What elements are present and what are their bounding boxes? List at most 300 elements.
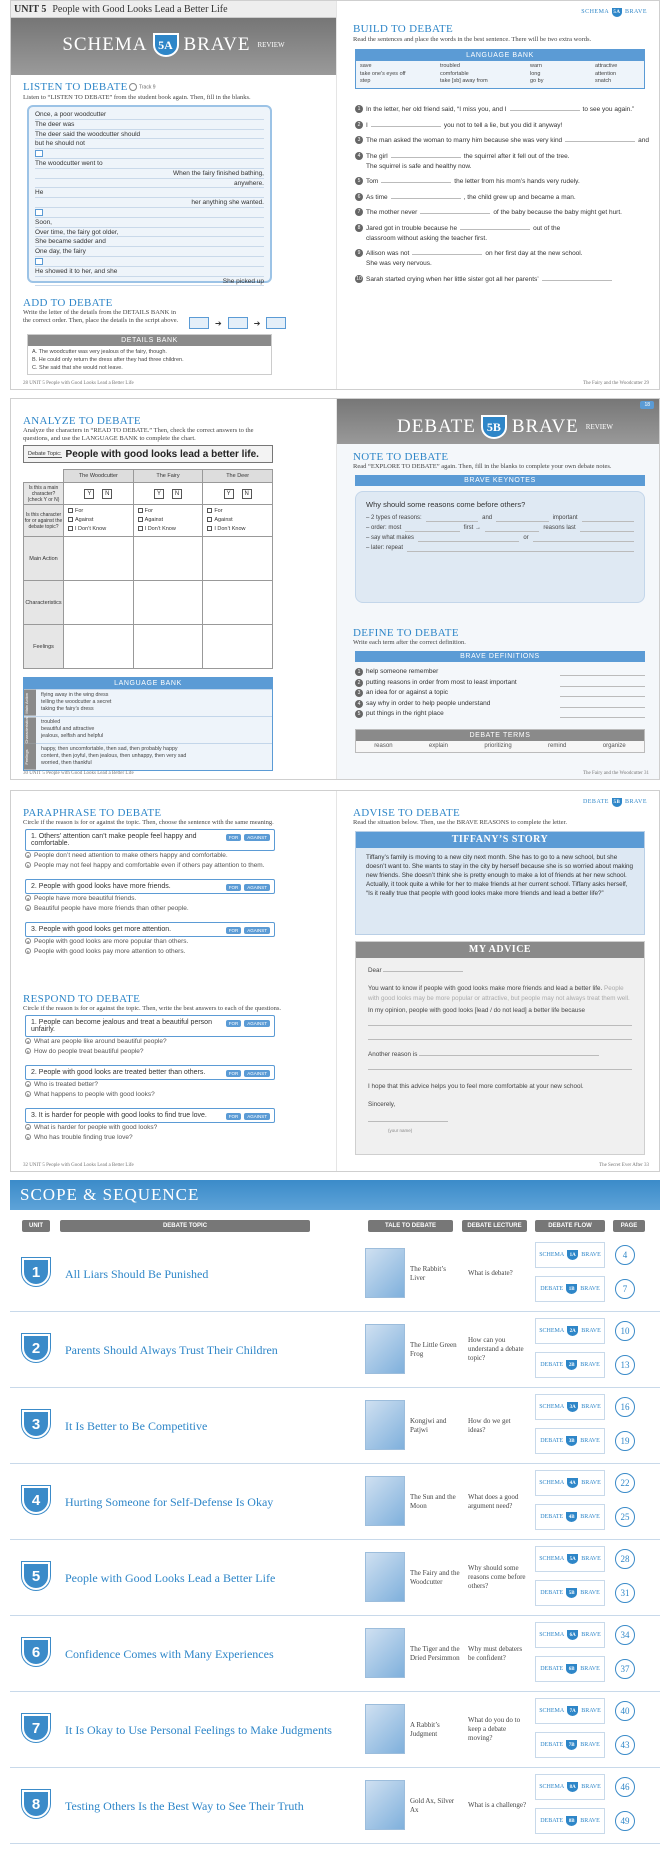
flow-left-label: SCHEMA — [539, 1252, 565, 1258]
answer-option[interactable] — [25, 904, 275, 914]
item-number: 1 — [355, 105, 363, 113]
checkbox-icon[interactable] — [68, 526, 73, 531]
tag-for[interactable]: FOR — [226, 884, 242, 891]
schema-header — [11, 1, 336, 75]
detail-item: B. He could only return the dress after they had three children. — [32, 357, 184, 363]
script-text: The woodcutter went to — [35, 159, 103, 167]
bank-item: flying away in the wing dress — [41, 692, 109, 698]
letter-p2: In my opinion, people with good looks [lead / do not lead] a better life because — [368, 1007, 586, 1014]
tag-against[interactable]: AGAINST — [244, 1113, 270, 1120]
script-text: Once, a poor woodcutter — [35, 111, 107, 118]
signature-line[interactable] — [368, 1110, 448, 1122]
language-bank-title: LANGUAGE BANK — [356, 50, 644, 61]
track-text: Track 9 — [139, 84, 156, 91]
small-logo-right: BRAVE — [624, 799, 647, 805]
definition-blank[interactable] — [560, 700, 645, 708]
checkbox-icon[interactable] — [207, 517, 212, 522]
flow-right-label: BRAVE — [580, 1742, 600, 1748]
page-number[interactable] — [615, 1473, 635, 1493]
build-item — [355, 121, 650, 131]
answer-blank[interactable] — [391, 198, 461, 199]
unit-number: 2 — [31, 1339, 41, 1357]
for-against-tags — [223, 1070, 270, 1077]
yn-box[interactable]: N — [102, 489, 112, 499]
answer-blank[interactable] — [420, 213, 490, 214]
note-blank[interactable] — [582, 514, 634, 522]
tale-thumbnail — [365, 1476, 405, 1526]
chart-cell[interactable] — [203, 537, 273, 581]
debate-term: remind — [548, 743, 567, 749]
unit-tag: UNIT 5 — [14, 4, 47, 15]
unit-topic[interactable]: All Liars Should Be Punished — [65, 1266, 209, 1281]
script-text: He — [35, 189, 44, 197]
definition-blank[interactable] — [560, 689, 645, 697]
flow-debate[interactable] — [535, 1504, 605, 1530]
order-box-3[interactable] — [266, 317, 286, 329]
logo-left: DEBATE — [397, 416, 476, 437]
answer-line[interactable] — [368, 1016, 632, 1026]
unit-topic[interactable]: It Is Better to Be Competitive — [65, 1418, 208, 1433]
p1b-text: People with good looks may be more popular or attractive, but people may not always treat them well. — [368, 985, 630, 1002]
page-number[interactable] — [615, 1811, 635, 1831]
keynotes-box — [355, 491, 645, 603]
flow-schema[interactable] — [535, 1774, 605, 1800]
flow-badge-shield: 6B — [565, 1663, 578, 1675]
checkbox-option[interactable] — [207, 507, 272, 516]
order-box-1[interactable] — [189, 317, 209, 329]
bank-group-items — [36, 717, 108, 743]
small-logo-shield: 5B — [611, 797, 623, 808]
checkbox-label: Against — [144, 517, 164, 523]
checkbox-icon[interactable] — [138, 508, 143, 513]
scope-row — [10, 1768, 660, 1844]
option-circle[interactable]: b — [26, 863, 30, 869]
option-circle[interactable]: b — [26, 1135, 30, 1141]
flow-debate[interactable] — [535, 1580, 605, 1606]
build-item — [355, 136, 650, 146]
item-number: 6 — [355, 193, 363, 201]
checkbox-icon[interactable] — [207, 526, 212, 531]
unit-topic[interactable]: People with Good Looks Lead a Better Life — [65, 1570, 276, 1585]
header-lecture: DEBATE LECTURE — [462, 1220, 527, 1232]
debate-lecture: What is a challenge? — [468, 1801, 527, 1809]
script-text: anywhere. — [234, 179, 264, 187]
yn-cell — [203, 483, 273, 505]
checkbox-option[interactable] — [138, 516, 203, 525]
flow-debate[interactable] — [535, 1656, 605, 1682]
page-number[interactable] — [615, 1583, 635, 1603]
add-instructions: Write the letter of the details from the DETAILS BANK in the correct order. Then, place the details in the script above. — [23, 309, 179, 325]
question-text: 1. Others’ attention can’t make people feel happy and comfortable. — [31, 833, 197, 847]
scope-row — [10, 1236, 660, 1312]
chart-cell[interactable] — [64, 537, 134, 581]
answer-option[interactable] — [25, 1037, 275, 1047]
page-number[interactable] — [615, 1659, 635, 1679]
logo-sub: REVIEW — [585, 423, 613, 431]
chart-cell[interactable] — [133, 625, 203, 669]
paraphrase-title: PARAPHRASE TO DEBATE — [23, 807, 162, 819]
page-number[interactable] — [615, 1279, 635, 1299]
option-circle[interactable]: b — [26, 1049, 30, 1055]
flow-schema[interactable] — [535, 1698, 605, 1724]
unit-number: 8 — [31, 1795, 41, 1813]
flow-right-label: BRAVE — [581, 1708, 601, 1714]
flow-schema[interactable] — [535, 1470, 605, 1496]
chart-cell[interactable] — [133, 537, 203, 581]
answer-box[interactable] — [35, 150, 43, 157]
unit-number: 5 — [31, 1567, 41, 1585]
col-header: The Woodcutter — [64, 470, 134, 483]
note-line — [366, 543, 634, 553]
question-text: 2. People with good looks have more friends. — [31, 883, 171, 890]
option-circle[interactable]: a — [26, 1082, 30, 1088]
checkbox-icon[interactable] — [138, 526, 143, 531]
bank-word: attention — [595, 70, 617, 77]
answer-line[interactable] — [368, 1030, 632, 1040]
unit-topic[interactable]: Parents Should Always Trust Their Children — [65, 1342, 278, 1357]
item-number: 5 — [355, 177, 363, 185]
tag-for[interactable]: FOR — [226, 1113, 242, 1120]
page-33 — [336, 791, 660, 1171]
option-text: Beautiful people have more friends than other people. — [34, 905, 189, 912]
page-number[interactable] — [615, 1507, 635, 1527]
script-text: One day, the fairy — [35, 248, 86, 256]
page-number[interactable] — [615, 1735, 635, 1755]
tag-against[interactable]: AGAINST — [244, 834, 270, 841]
tag-against[interactable]: AGAINST — [244, 884, 270, 891]
item-text: the letter from his mom’s hands very rudely. — [454, 178, 580, 185]
build-item — [355, 193, 650, 203]
keynotes-question: Why should some reasons come before others? — [366, 500, 526, 509]
unit-topic[interactable]: Hurting Someone for Self-Defense Is Okay — [65, 1494, 274, 1509]
yn-box[interactable]: N — [242, 489, 252, 499]
note-blank[interactable] — [426, 514, 478, 522]
bank-group-label: Feelings — [24, 744, 36, 770]
script-text: Over time, the fairy got older, — [35, 228, 119, 236]
scope-row — [10, 1540, 660, 1616]
script-text: He showed it to her, and she — [35, 267, 118, 275]
checkbox-option[interactable] — [207, 516, 272, 525]
tag-against[interactable]: AGAINST — [244, 1070, 270, 1077]
page-number[interactable] — [615, 1397, 635, 1417]
flow-right-label: BRAVE — [580, 1590, 600, 1596]
checkbox-label: For — [214, 508, 223, 514]
language-bank — [355, 49, 645, 89]
item-text: classroom without asking the teacher first. — [366, 234, 488, 242]
tag-for[interactable]: FOR — [226, 927, 242, 934]
flow-schema[interactable] — [535, 1394, 605, 1420]
yn-box[interactable]: Y — [84, 489, 94, 499]
note-blank[interactable] — [407, 544, 634, 552]
page-number-text: 16 — [620, 1402, 630, 1412]
page-number[interactable] — [615, 1431, 635, 1451]
answer-option[interactable] — [25, 1090, 275, 1100]
unit-tag-bar — [11, 1, 336, 18]
chart-cell[interactable] — [64, 625, 134, 669]
script-text: She became sadder and — [35, 238, 106, 246]
definition-blank[interactable] — [560, 668, 645, 676]
unit-topic[interactable]: It Is Okay to Use Personal Feelings to Make Judgments — [65, 1722, 332, 1737]
analyze-instructions: Analyze the characters in “READ TO DEBATE.” Then, check the correct answers to the questions, and use the LANGUAGE BANK to complete the chart. — [23, 427, 254, 443]
flow-debate[interactable] — [535, 1428, 605, 1454]
page-number[interactable] — [615, 1245, 635, 1265]
question-box — [25, 1108, 275, 1123]
flow-schema[interactable] — [535, 1318, 605, 1344]
build-item — [355, 275, 650, 285]
debate-logo — [397, 415, 613, 439]
question-block — [25, 1015, 275, 1057]
option-circle[interactable]: a — [26, 896, 30, 902]
script-line — [35, 267, 264, 277]
option-circle[interactable]: a — [26, 1125, 30, 1131]
option-text: What is harder for people with good looks? — [34, 1124, 158, 1131]
tale-title: The Rabbit’s Liver — [410, 1264, 446, 1282]
debate-lecture: How can you understand a debate topic? — [468, 1336, 524, 1362]
checkbox-option[interactable] — [68, 516, 133, 525]
checkbox-option[interactable] — [207, 525, 272, 534]
debate-term: reason — [374, 743, 393, 749]
note-line — [366, 523, 634, 533]
checkbox-option[interactable] — [138, 507, 203, 516]
keynotes-lines — [366, 513, 634, 553]
tag-for[interactable]: FOR — [226, 1070, 242, 1077]
logo-left: SCHEMA — [62, 34, 148, 55]
answer-option[interactable] — [25, 947, 275, 957]
answer-blank[interactable] — [510, 110, 580, 111]
question-box — [25, 922, 275, 937]
answer-blank[interactable] — [565, 141, 635, 142]
option-text: People with good looks pay more attention to others. — [34, 948, 186, 955]
flow-right-label: BRAVE — [580, 1362, 600, 1368]
checkbox-option[interactable] — [138, 525, 203, 534]
build-item — [355, 224, 650, 244]
answer-blank[interactable] — [412, 254, 482, 255]
answer-box[interactable] — [35, 258, 43, 265]
flow-badge-shield: 1B — [565, 1283, 578, 1295]
unit-number-shield — [22, 1486, 50, 1514]
flow-schema[interactable] — [535, 1546, 605, 1572]
option-circle[interactable]: b — [26, 906, 30, 912]
flow-schema[interactable] — [535, 1242, 605, 1268]
definition-item — [355, 688, 645, 699]
yn-box[interactable]: N — [172, 489, 182, 499]
page-number-text: 7 — [622, 1284, 628, 1294]
definition-number: 2 — [355, 679, 363, 687]
debate-term: prioritizing — [484, 743, 512, 749]
tale-title: The Little Green Frog — [410, 1340, 457, 1358]
item-number: 3 — [355, 136, 363, 144]
option-circle[interactable]: b — [26, 949, 30, 955]
item-text: , the child grew up and became a man. — [463, 193, 576, 201]
option-circle[interactable]: a — [26, 1039, 30, 1045]
tag-against[interactable]: AGAINST — [244, 927, 270, 934]
definition-item — [355, 709, 645, 720]
flow-badge-shield: 8B — [565, 1815, 578, 1827]
answer-option[interactable] — [25, 1047, 275, 1057]
question-block — [25, 922, 275, 957]
note-blank[interactable] — [496, 514, 548, 522]
scope-header-row — [10, 1220, 660, 1234]
checkbox-label: I Don’t Know — [144, 526, 176, 532]
answer-blank[interactable] — [460, 229, 530, 230]
item-number: 4 — [355, 152, 363, 160]
page-number-text: 22 — [620, 1478, 630, 1488]
tale-title: A Rabbit’s Judgment — [410, 1720, 440, 1738]
question-block — [25, 829, 275, 871]
flow-right-label: BRAVE — [581, 1480, 601, 1486]
spread-paraphrase-advise — [10, 790, 660, 1172]
header-unit: UNIT — [22, 1220, 50, 1232]
bank-word: save — [360, 63, 372, 69]
bank-item: beautiful and attractive — [41, 725, 95, 732]
option-circle[interactable]: a — [26, 853, 30, 859]
page-number-text: 49 — [620, 1816, 630, 1826]
yn-box[interactable]: Y — [224, 489, 234, 499]
details-bank-title: DETAILS BANK — [28, 335, 271, 346]
bank-item: troubled — [41, 718, 61, 725]
footer-right: The Secret Ever After 33 — [599, 1163, 649, 1168]
bank-word: attractive — [595, 63, 618, 69]
order-box-2[interactable] — [228, 317, 248, 329]
chart-cell[interactable] — [203, 581, 273, 625]
answer-blank[interactable] — [381, 182, 451, 183]
flow-debate[interactable] — [535, 1276, 605, 1302]
script-line — [35, 130, 264, 140]
note-text: – order: most — [366, 525, 402, 531]
story-title: TIFFANY’S STORY — [356, 832, 644, 848]
row-label: Feelings — [24, 625, 64, 669]
definition-blank[interactable] — [560, 679, 645, 687]
tag-for[interactable]: FOR — [226, 834, 242, 841]
answer-option[interactable] — [25, 1123, 275, 1133]
item-number: 10 — [356, 275, 362, 282]
flow-left-label: SCHEMA — [539, 1404, 565, 1410]
recipient-blank[interactable] — [383, 971, 463, 972]
flow-left-label: DEBATE — [540, 1590, 564, 1596]
scope-row — [10, 1616, 660, 1692]
bank-item: jealous, selfish and helpful — [41, 733, 104, 740]
reason-blank[interactable] — [419, 1055, 599, 1056]
item-text: Allison was not — [366, 250, 410, 257]
paraphrase-items — [25, 829, 275, 965]
checkbox-icon[interactable] — [138, 517, 143, 522]
unit-topic[interactable]: Confidence Comes with Many Experiences — [65, 1646, 274, 1661]
answer-line[interactable] — [368, 1060, 632, 1070]
terms-title: DEBATE TERMS — [356, 730, 644, 741]
footer-right: The Fairy and the Woodcutter 31 — [582, 771, 649, 776]
answer-blank[interactable] — [391, 157, 461, 158]
item-text: Sarah started crying when her little sister got all her parents’ — [366, 275, 539, 283]
flow-debate[interactable] — [535, 1352, 605, 1378]
flow-debate[interactable] — [535, 1732, 605, 1758]
answer-option[interactable] — [25, 937, 275, 947]
logo-right: BRAVE — [511, 416, 579, 437]
bank-group — [24, 743, 272, 770]
note-blank[interactable] — [533, 534, 634, 542]
page-number[interactable] — [615, 1701, 635, 1721]
page-28 — [11, 1, 336, 389]
note-blank[interactable] — [580, 524, 634, 532]
answer-option[interactable] — [25, 1133, 275, 1143]
page-number-text: 40 — [620, 1706, 630, 1716]
script-line — [35, 169, 264, 179]
flow-left-label: SCHEMA — [539, 1708, 565, 1714]
tale-title: The Sun and the Moon — [410, 1492, 456, 1510]
flow-right-label: BRAVE — [581, 1784, 601, 1790]
advise-instructions: Read the situation below. Then, use the BRAVE REASONS to complete the letter. — [353, 819, 567, 826]
checkbox-icon[interactable] — [68, 508, 73, 513]
answer-blank[interactable] — [371, 126, 441, 127]
answer-option[interactable] — [25, 851, 275, 861]
scope-row — [10, 1312, 660, 1388]
note-blank[interactable] — [405, 524, 459, 532]
unit-number-shield — [22, 1562, 50, 1590]
chart-cell[interactable] — [133, 581, 203, 625]
chart-cell[interactable] — [64, 581, 134, 625]
small-logo — [581, 7, 647, 18]
note-blank[interactable] — [418, 534, 519, 542]
checkbox-icon[interactable] — [207, 508, 212, 513]
note-text: or — [523, 535, 529, 541]
answer-blank[interactable] — [542, 280, 612, 281]
tag-for[interactable]: FOR — [226, 1020, 242, 1027]
script-line — [35, 237, 264, 247]
unit-topic[interactable]: Testing Others Is the Best Way to See Their Truth — [65, 1798, 304, 1813]
checkbox-option[interactable] — [68, 525, 133, 534]
row-characteristics — [24, 581, 273, 625]
letter-p4: I hope that this advice helps you to feel more comfortable at your new school. — [368, 1083, 584, 1090]
page-number[interactable] — [615, 1625, 635, 1645]
page-number[interactable] — [615, 1321, 635, 1341]
bank-word: go by — [530, 78, 544, 84]
flow-left-label: SCHEMA — [539, 1328, 565, 1334]
flow-badge-shield: 5B — [565, 1587, 578, 1599]
page-number[interactable] — [615, 1777, 635, 1797]
build-instructions: Read the sentences and place the words in the best sentence. There will be two extra words. — [353, 36, 592, 43]
page-number[interactable] — [615, 1355, 635, 1375]
answer-option[interactable] — [25, 1080, 275, 1090]
option-circle[interactable]: a — [26, 939, 30, 945]
checkbox-icon[interactable] — [68, 517, 73, 522]
chart-cell[interactable] — [203, 625, 273, 669]
checkbox-option[interactable] — [68, 507, 133, 516]
scope-title-bar — [10, 1180, 660, 1210]
row-for-against — [24, 505, 273, 537]
answer-option[interactable] — [25, 894, 275, 904]
flow-badge-shield: 2B — [565, 1359, 578, 1371]
for-against-cell — [203, 505, 273, 537]
script-text: her anything she wanted. — [191, 199, 264, 207]
note-blank[interactable] — [485, 524, 539, 532]
item-number: 2 — [355, 121, 363, 129]
answer-option[interactable] — [25, 861, 275, 871]
note-text: – later: repeat — [366, 545, 404, 551]
page-number-text: 46 — [620, 1782, 630, 1792]
yn-box[interactable]: Y — [154, 489, 164, 499]
flow-debate[interactable] — [535, 1808, 605, 1834]
header-flow: DEBATE FLOW — [535, 1220, 605, 1232]
tag-against[interactable]: AGAINST — [244, 1020, 270, 1027]
option-circle[interactable]: b — [26, 1092, 30, 1098]
page-number[interactable] — [615, 1549, 635, 1569]
answer-box[interactable] — [35, 209, 43, 216]
flow-schema[interactable] — [535, 1622, 605, 1648]
debate-header — [337, 399, 660, 444]
definition-blank[interactable] — [560, 710, 645, 718]
option-text: People may not feel happy and comfortable even if others pay attention to them. — [34, 862, 265, 869]
bank-item: telling the woodcutter a secret — [41, 699, 112, 706]
item-text: The mother never — [366, 209, 418, 216]
